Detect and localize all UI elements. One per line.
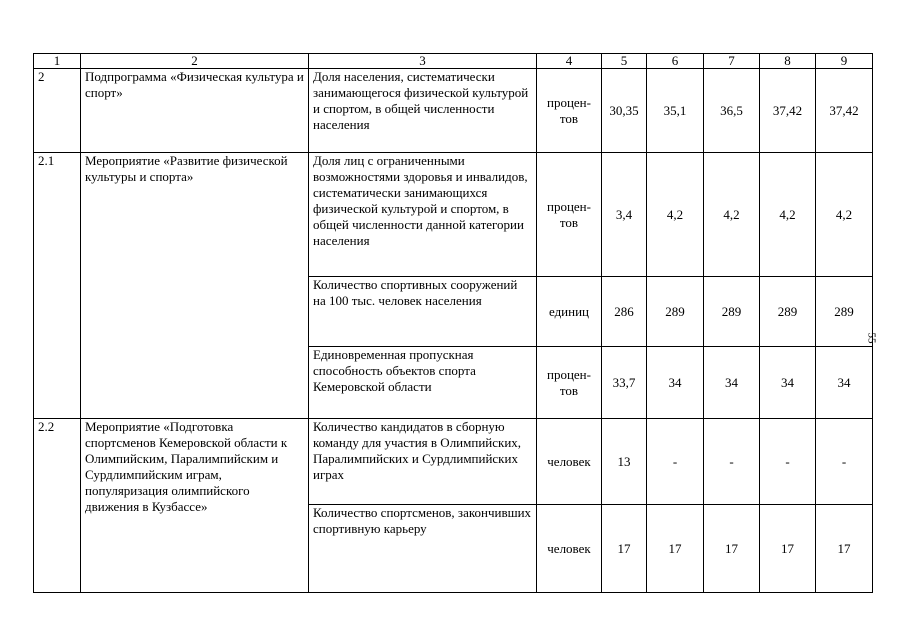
value-cell: 36,5 <box>704 69 760 153</box>
indicators-table <box>33 53 873 593</box>
value-cell: 4,2 <box>760 153 816 277</box>
value-cell: 37,42 <box>760 69 816 153</box>
unit-cell: процен-тов <box>537 69 602 153</box>
value-cell: 30,35 <box>602 69 647 153</box>
value-cell: 34 <box>704 347 760 419</box>
header-row <box>34 54 873 69</box>
indicator-text: Количество спортивных сооружений на 100 тыс. человек населения <box>309 277 537 347</box>
value-cell: - <box>760 419 816 505</box>
value-cell: 289 <box>647 277 704 347</box>
value-cell: - <box>647 419 704 505</box>
table-row <box>34 419 873 505</box>
value-cell: 17 <box>704 505 760 593</box>
row-number: 2 <box>34 69 81 153</box>
value-cell: 33,7 <box>602 347 647 419</box>
header-cell-9: 9 <box>816 54 873 69</box>
header-cell-5: 5 <box>602 54 647 69</box>
value-cell: 4,2 <box>816 153 873 277</box>
indicator-text: Доля населения, систематически занимающегося физической культурой и спортом, в общей численности населения <box>309 69 537 153</box>
value-cell: 34 <box>816 347 873 419</box>
unit-cell: единиц <box>537 277 602 347</box>
header-cell-6: 6 <box>647 54 704 69</box>
row-number: 2.2 <box>34 419 81 593</box>
value-cell: 37,42 <box>816 69 873 153</box>
value-cell: 17 <box>816 505 873 593</box>
header-cell-1: 1 <box>34 54 81 69</box>
program-name: Мероприятие «Развитие физической культуры и спорта» <box>81 153 309 419</box>
value-cell: 3,4 <box>602 153 647 277</box>
indicator-text: Количество кандидатов в сборную команду для участия в Олимпийских, Паралимпийских и Сурдлимпийских играх <box>309 419 537 505</box>
value-cell: 289 <box>816 277 873 347</box>
unit-cell: человек <box>537 419 602 505</box>
indicator-text: Единовременная пропускная способность объектов спорта Кемеровской области <box>309 347 537 419</box>
value-cell: 17 <box>760 505 816 593</box>
table-row <box>34 69 873 153</box>
header-cell-8: 8 <box>760 54 816 69</box>
value-cell: - <box>816 419 873 505</box>
program-name: Мероприятие «Подготовка спортсменов Кемеровской области к Олимпийским, Паралимпийским и Сурдлимпийским играм, популяризация олимпийского движения в Кузбассе» <box>81 419 309 593</box>
value-cell: 289 <box>704 277 760 347</box>
unit-cell: процен-тов <box>537 347 602 419</box>
value-cell: 4,2 <box>647 153 704 277</box>
unit-cell: процен-тов <box>537 153 602 277</box>
table-row <box>34 153 873 277</box>
value-cell: - <box>704 419 760 505</box>
header-cell-4: 4 <box>537 54 602 69</box>
value-cell: 35,1 <box>647 69 704 153</box>
value-cell: 34 <box>760 347 816 419</box>
header-cell-7: 7 <box>704 54 760 69</box>
value-cell: 17 <box>647 505 704 593</box>
value-cell: 289 <box>760 277 816 347</box>
row-number: 2.1 <box>34 153 81 419</box>
value-cell: 17 <box>602 505 647 593</box>
header-cell-2: 2 <box>81 54 309 69</box>
indicator-text: Доля лиц с ограниченными возможностями здоровья и инвалидов, систематически занимающихся физической культурой и спортом, в общей численности данной категории населения <box>309 153 537 277</box>
value-cell: 13 <box>602 419 647 505</box>
unit-cell: человек <box>537 505 602 593</box>
program-name: Подпрограмма «Физическая культура и спорт» <box>81 69 309 153</box>
page-number: 55 <box>865 332 878 344</box>
value-cell: 34 <box>647 347 704 419</box>
header-cell-3: 3 <box>309 54 537 69</box>
indicator-text: Количество спортсменов, закончивших спортивную карьеру <box>309 505 537 593</box>
value-cell: 4,2 <box>704 153 760 277</box>
value-cell: 286 <box>602 277 647 347</box>
